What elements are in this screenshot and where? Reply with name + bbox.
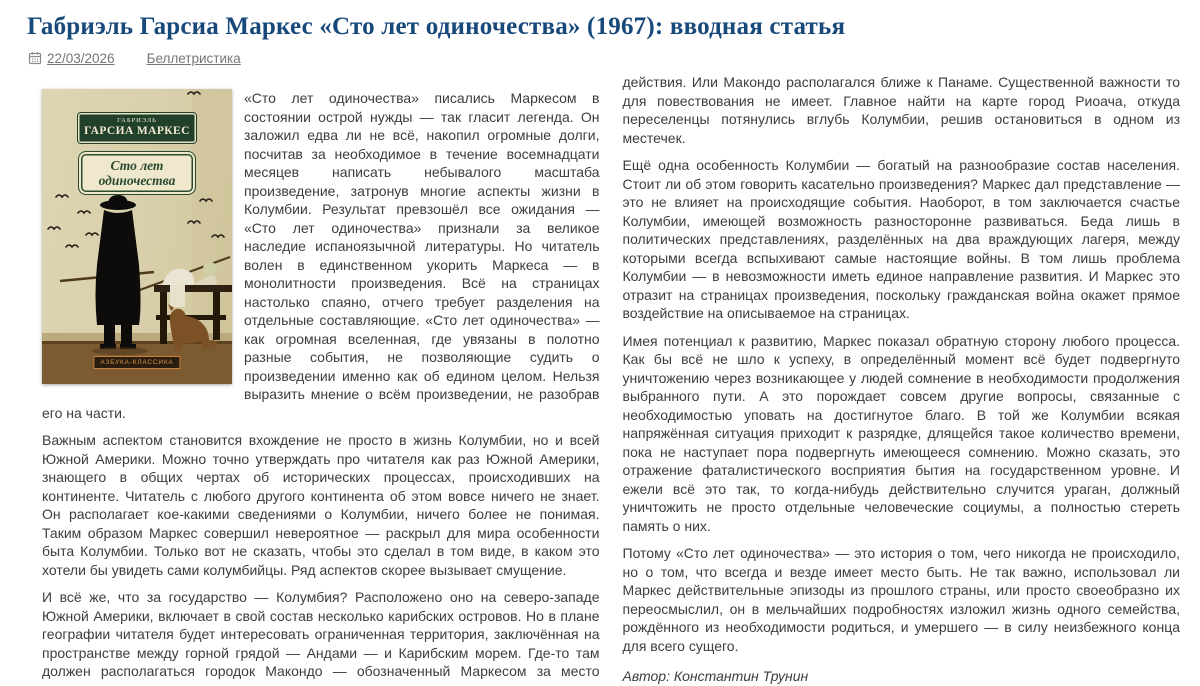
page-title: Габриэль Гарсиа Маркес «Сто лет одиночества» (1967): вводная статья bbox=[27, 13, 846, 40]
cover-author-last-name: ГАРСИА МАРКЕС bbox=[84, 125, 190, 137]
post-meta bbox=[28, 49, 1180, 67]
post-category-link[interactable]: Беллетристика bbox=[146, 50, 241, 66]
author-line: Автор: Константин Трунин bbox=[622, 668, 809, 684]
cover-author-first-name: ГАБРИЭЛЬ bbox=[117, 117, 157, 124]
paragraph: И всё же, что за государство — Колумбия? Расположено оно на северо-западе Южной Америки, включает в свой состав несколько карибских островов. Но в плане географии читателя будет интересовать ограниченная территория, заключённая на пространстве между горной грядой — Андами — и Карибским морем. Где-то там должен располагаться городок Макондо — обозначенный Маркесом за место bbox=[42, 589, 600, 679]
paragraph: Потому «Сто лет одиночества» — это история о том, чего никогда не происходило, но о том, что всегда и везде имеет место быть. Не так важно, использовал ли Маркес действительные эпизоды из прошлого страны, или просто своеобразно их переосмыслил, он в мельчайших подробностях изложил жизнь одного семейства, рождённого из необходимости родиться, и умершего — в силу неизбежного конца для всего сущего. bbox=[622, 545, 1180, 654]
paragraph: Ещё одна особенность Колумбии — богатый на разнообразие состав населения. Стоит ли об этом говорить касательно произведения? Маркес дал представление — это не влияет на происходящие события. Наоборот, в том заключается счастье Колумбии, имеющей возможность разносторонне развиваться. Беда лишь в политических представлениях, разделённых на два враждующих лагеря, между которыми всегда вспыхивают самые настоящие войны. В том лишь проблема Колумбии — в невозможности иметь единое направление развития. И Маркес это отразит на страницах произведения, поскольку гражданская война окажет прямое воздействие на описываемое на страницах. bbox=[622, 157, 1180, 321]
article-column-left bbox=[42, 73, 600, 686]
post-date-link[interactable]: 22/03/2026 bbox=[47, 50, 115, 66]
article-body bbox=[42, 73, 1180, 686]
paragraph: «Сто лет одиночества» писались Маркесом в состоянии острой нужды — так гласит легенда. Он заложил едва ли не всё, накопил огромные долги, посчитав за необходимое в течение восемнадцати месяцев написать небывалого масштаба произведение, затронув многие аспекты жизни в Колумбии. Результат превзошёл все ожидания — «Сто лет одиночества» признали за великое наследие испаноязычной литературы. Но читатель волен в единственном укорить Маркеса — в монолитности произведения. Всё на страницах настолько спаяно, отчего требует разделения на отдельные составляющие. «Сто лет одиночества» — как огромная вселенная, где увязаны в полотно разные события, не позволяющие судить о произведении именно как об едином целом. Нельзя выразить мнение о всём произведении, не разобрав его на части. bbox=[42, 90, 600, 421]
article-column-right bbox=[623, 73, 1181, 686]
cover-publisher-label: АЗБУКА-КЛАССИКА bbox=[93, 356, 180, 369]
book-cover-image bbox=[42, 89, 232, 384]
paragraph: Важным аспектом становится вхождение не просто в жизнь Колумбии, но и всей Южной Америки. Можно точно утверждать про читателя как раз Южной Америки, знающего в общих чертах об исторических процессах, происходивших на континенте. Читатель с любого другого континента об этом вовсе ничего не знает. Он располагает кое-какими сведениями о Колумбии, ничего более не понимая. Таким образом Маркес совершил невероятное — раскрыл для мира особенности быта Колумбии. Только вот не сказать, чтобы это сделал в том виде, в каком это хотели бы увидеть сами колумбийцы. Ряд аспектов скорее вызывает смущение. bbox=[42, 432, 600, 578]
cover-author-box bbox=[78, 113, 196, 143]
cover-title-box: Сто лет одиночества bbox=[78, 151, 196, 195]
man-silhouette bbox=[96, 195, 141, 349]
paragraph: действия. Или Макондо располагался ближе к Панаме. Существенной важности то для повествования не имеет. Главное найти на карте город Риоача, откуда переселенцы потянулись вглубь Колумбии, решив остановиться в одном из местечек. bbox=[622, 74, 1180, 146]
calendar-icon bbox=[28, 51, 42, 65]
paragraph: Имея потенциал к развитию, Маркес показал обратную сторону любого процесса. Как бы всё не шло к успеху, в определённый момент всё будет подвергнуто уничтожению через возникающее у людей сомнение в необходимости продолжения выбранного пути. А это порождает совсем другие вопросы, связанные с необходимостью уповать на достигнутое благо. В той же Колумбии всякая напряжённая ситуация приходит к разрядке, длящейся такое количество времени, пока не наступает пора подвергнуть имеющееся сомнению. Можно сказать, это отражение фаталистического восприятия бытия на государственном уровне. И ежели всё это так, то когда-нибудь действительно случится ураган, должный уничтожить не просто отдельные человеческие социумы, а полностью стереть память о них. bbox=[622, 332, 1180, 534]
